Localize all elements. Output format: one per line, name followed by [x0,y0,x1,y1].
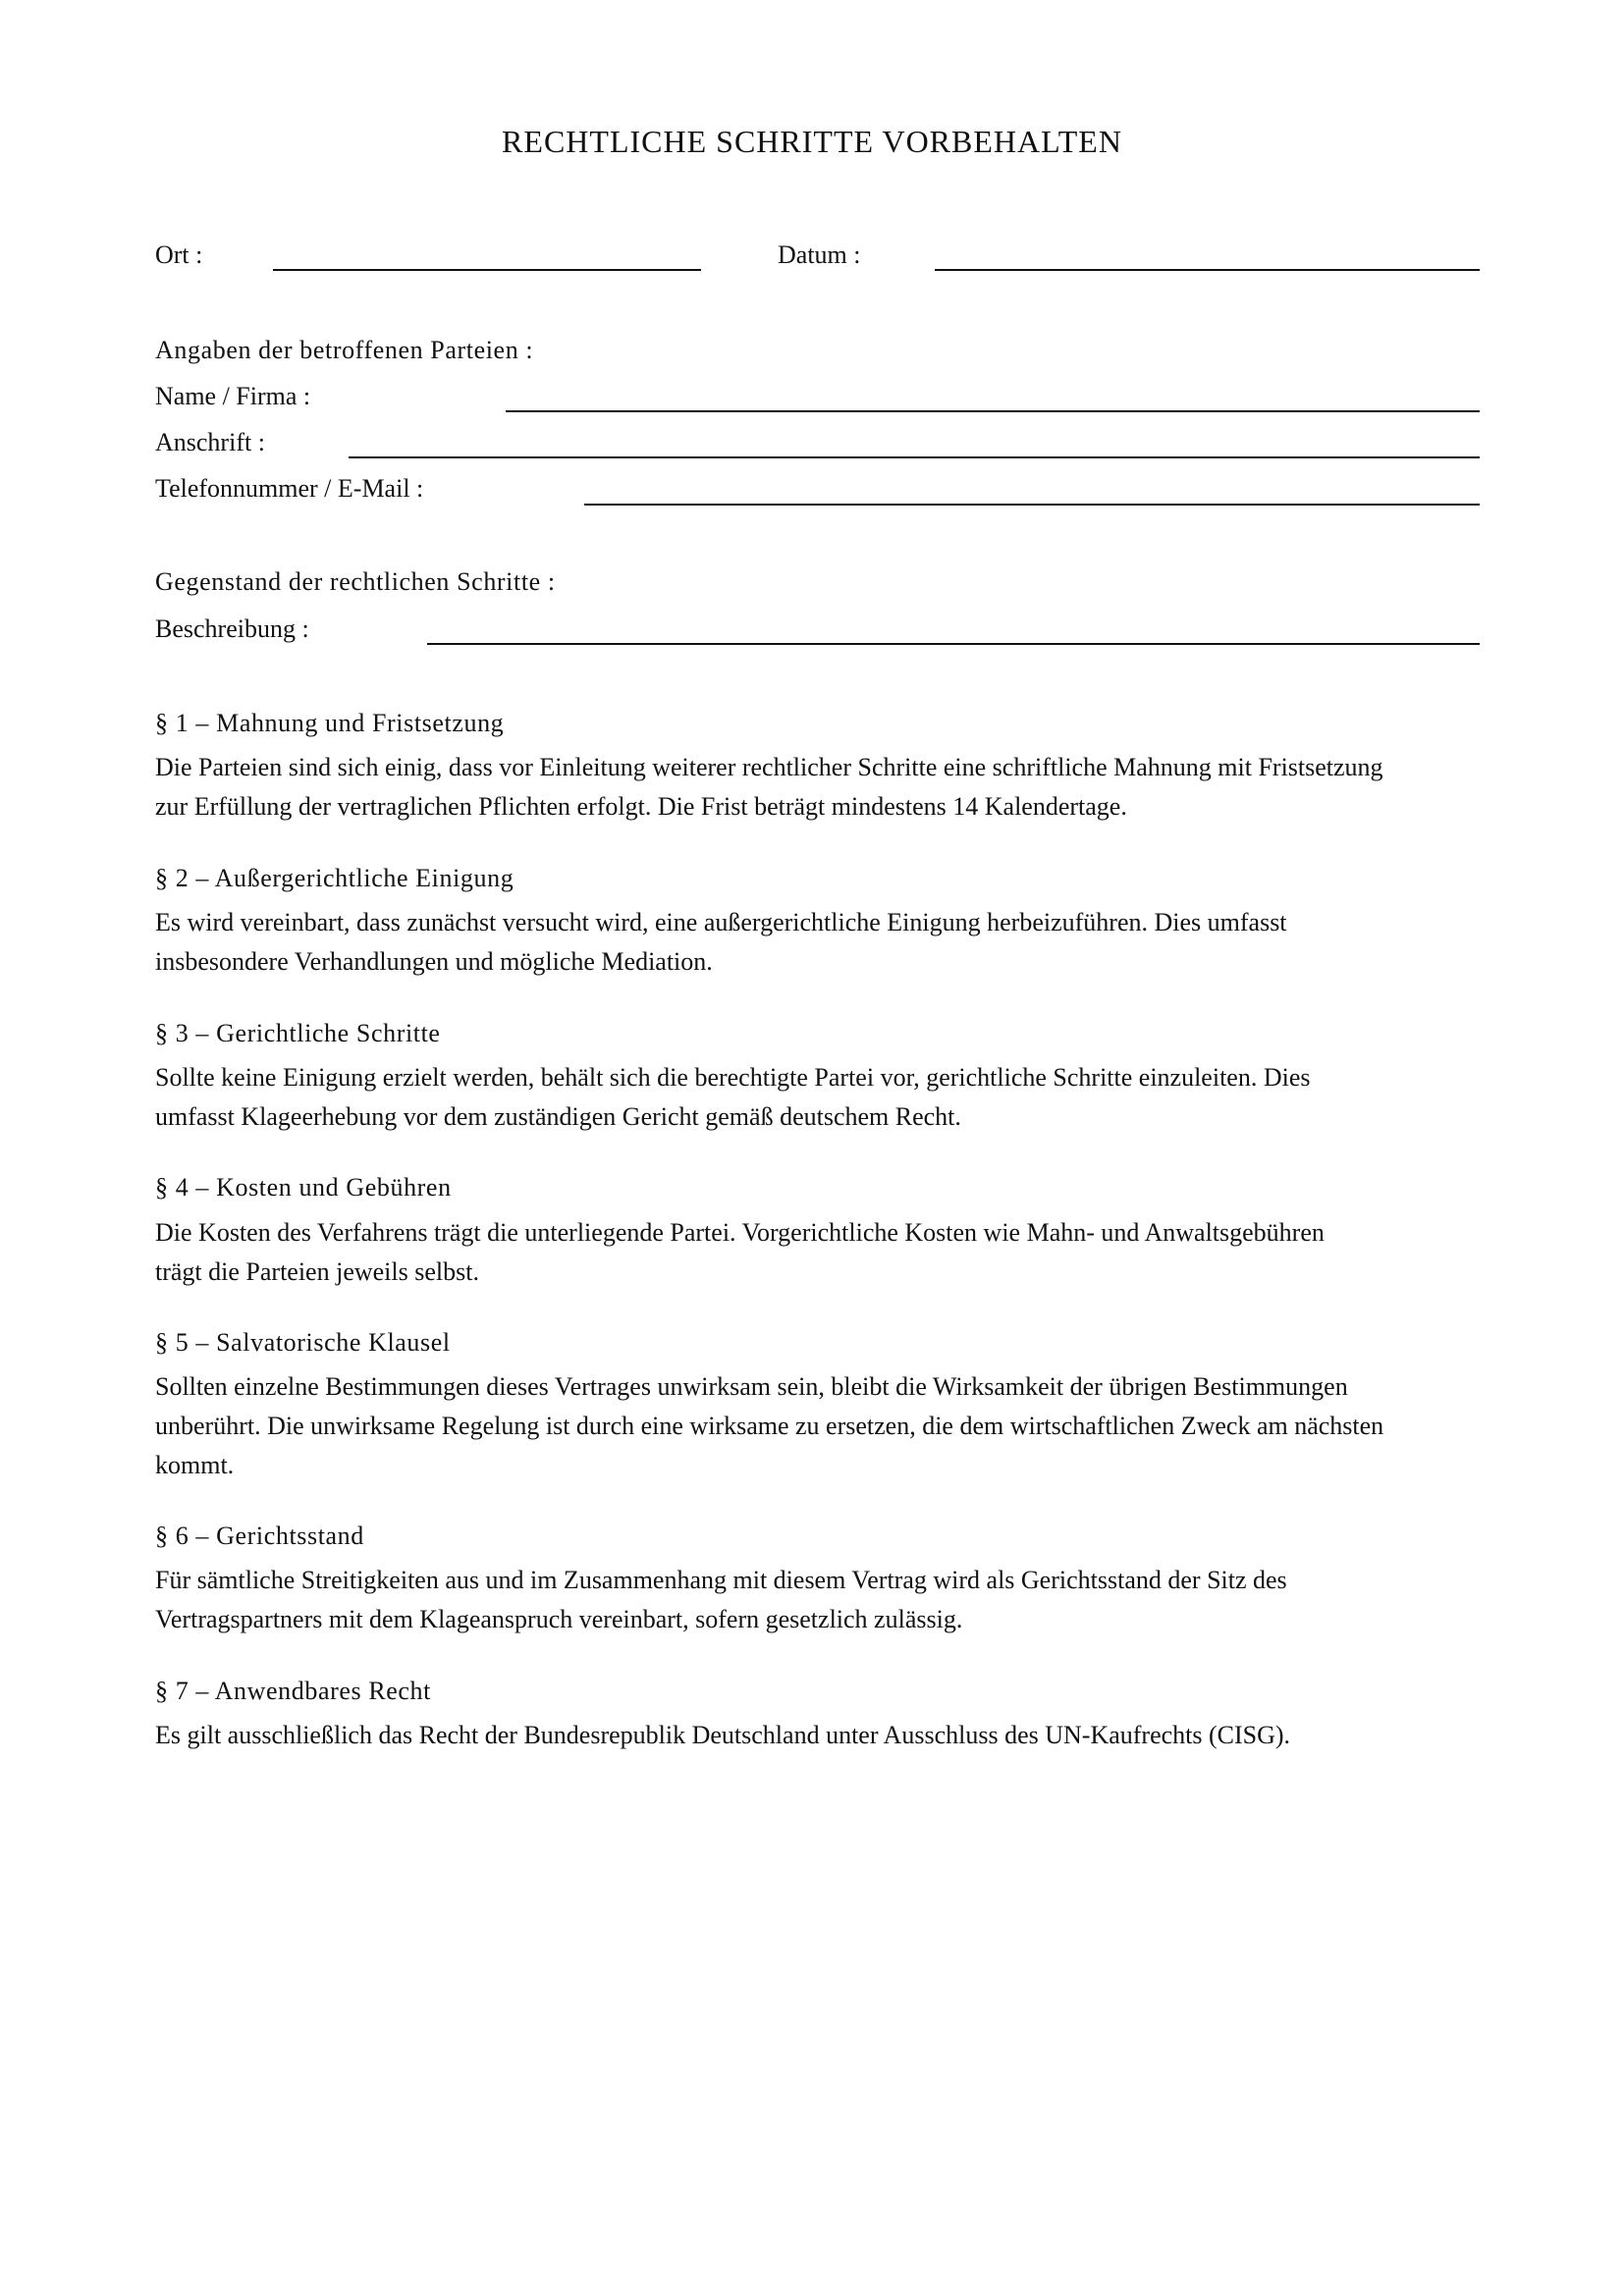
section-4-line-1: Die Kosten des Verfahrens trägt die unterliegende Partei. Vorgerichtliche Kosten wie Mahn- und Anwaltsgebühren [155,1218,1325,1247]
section-3-heading: § 3 – Gerichtliche Schritte [155,1019,441,1047]
name-label: Name / Firma : [155,382,311,410]
ort-input-line[interactable] [273,269,701,271]
section-7-heading: § 7 – Anwendbares Recht [155,1677,431,1705]
section-4-line-2: trägt die Parteien jeweils selbst. [155,1257,479,1286]
document-title: RECHTLICHE SCHRITTE VORBEHALTEN [502,124,1122,159]
section-3-text [155,1058,1490,1137]
section-1-line-2: zur Erfüllung der vertraglichen Pflichten erfolgt. Die Frist beträgt mindestens 14 Kalendertage. [155,792,1127,821]
section-5-text [155,1367,1490,1485]
section-2-heading: § 2 – Außergerichtliche Einigung [155,864,514,892]
name-input-line[interactable] [506,410,1480,412]
section-4-heading: § 4 – Kosten und Gebühren [155,1173,452,1201]
ort-label: Ort : [155,240,203,269]
section-5-line-2: unberührt. Die unwirksame Regelung ist durch eine wirksame zu ersetzen, die dem wirtschaftlichen Zweck am nächsten [155,1412,1384,1440]
section-4-text [155,1213,1490,1292]
section-6-line-2: Vertragspartners mit dem Klageanspruch vereinbart, sofern gesetzlich zulässig. [155,1605,963,1633]
section-5-line-1: Sollten einzelne Bestimmungen dieses Vertrages unwirksam sein, bleibt die Wirksamkeit der übrigen Bestimmungen [155,1372,1348,1401]
section-5-heading: § 5 – Salvatorische Klausel [155,1328,451,1357]
address-input-line[interactable] [349,456,1480,458]
section-2-line-1: Es wird vereinbart, dass zunächst versucht wird, eine außergerichtliche Einigung herbeizuführen. Dies umfasst [155,908,1287,936]
contact-label: Telefonnummer / E-Mail : [155,474,424,503]
section-2-line-2: insbesondere Verhandlungen und mögliche Mediation. [155,947,713,976]
section-2-text [155,903,1490,982]
section-7-line-1: Es gilt ausschließlich das Recht der Bundesrepublik Deutschland unter Ausschluss des UN-Kaufrechts (CISG). [155,1721,1291,1749]
section-1-heading: § 1 – Mahnung und Fristsetzung [155,709,505,737]
section-3-line-1: Sollte keine Einigung erzielt werden, behält sich die berechtigte Partei vor, gerichtliche Schritte einzuleiten. Dies [155,1063,1311,1092]
section-5-line-3: kommt. [155,1451,235,1479]
description-input-line[interactable] [427,643,1480,645]
datum-label: Datum : [778,240,861,269]
subject-heading: Gegenstand der rechtlichen Schritte : [155,567,556,596]
section-1-text [155,748,1490,827]
section-6-line-1: Für sämtliche Streitigkeiten aus und im Zusammenhang mit diesem Vertrag wird als Gerichtsstand der Sitz des [155,1566,1287,1594]
address-label: Anschrift : [155,428,265,456]
section-3-line-2: umfasst Klageerhebung vor dem zuständigen Gericht gemäß deutschem Recht. [155,1102,961,1131]
datum-input-line[interactable] [935,269,1480,271]
section-6-text [155,1561,1490,1639]
parties-heading: Angaben der betroffenen Parteien : [155,336,534,364]
section-1-line-1: Die Parteien sind sich einig, dass vor Einleitung weiterer rechtlicher Schritte eine schriftliche Mahnung mit Fristsetzung [155,753,1383,781]
contact-input-line[interactable] [584,504,1480,506]
section-7-text [155,1716,1490,1755]
description-label: Beschreibung : [155,614,309,643]
section-6-heading: § 6 – Gerichtsstand [155,1522,364,1550]
